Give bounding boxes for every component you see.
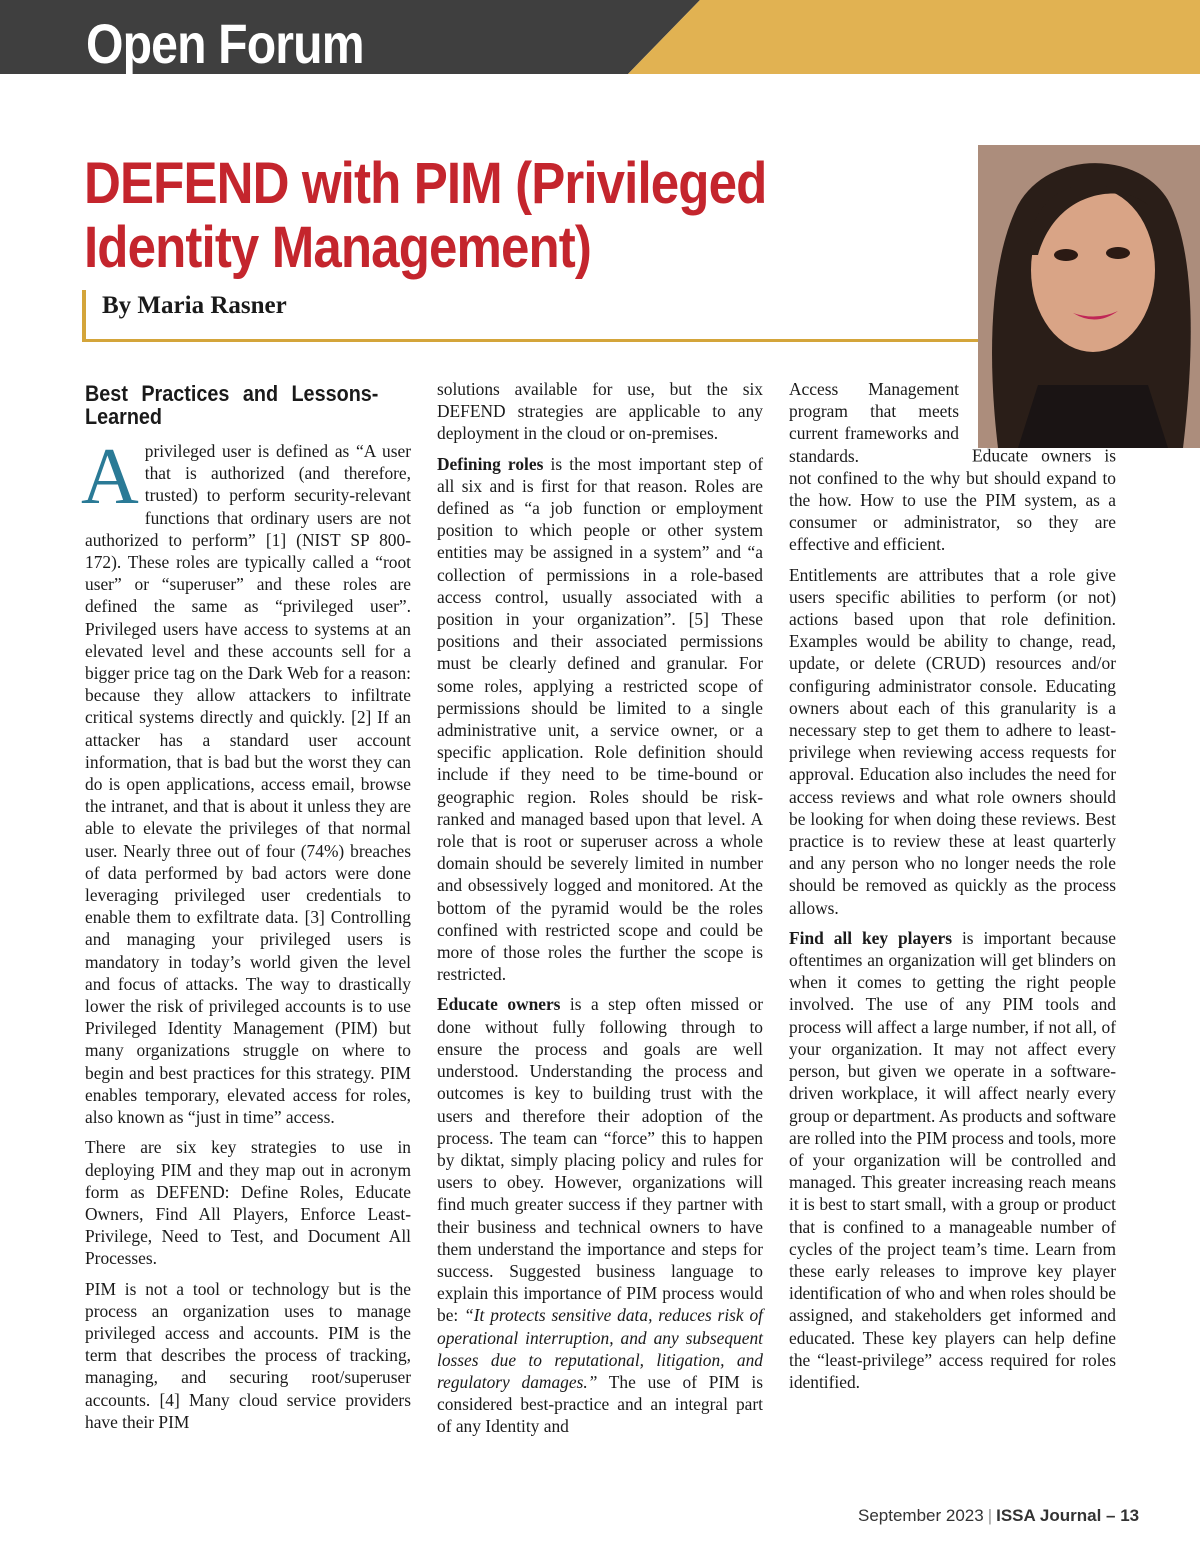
lead-in: Defining roles (437, 453, 544, 474)
paragraph (437, 993, 763, 1437)
column-1 (81, 376, 411, 1441)
paragraph-text: is a step often missed or done without fully following through to ensure the process and goals are well understood. Understanding the process and outcomes is key to building trust with the users and therefore their adoption of the process. The team can “force” this to happen by diktat, simply placing policy and rules for users to obey. However, organizations will find much greater success if they partner with their business and technical owners to have them understand the importance and steps for success. Suggested business language to explain this importance of PIM process would be: (437, 994, 763, 1326)
byline: By Maria Rasner (102, 292, 287, 319)
paragraph-text: is the most important step of all six and is first for that reason. Roles are defined as “a job function or employment position to which people or other system entities may be assigned in a system” and “a collection of permissions in a role-based access control, usually associated with a position in your organization”. [5] These positions and their associated permissions must be clearly defined and granular. For some roles, applying a restricted scope of permissions should be limited to a single administrative unit, a service owner, or a specific application. Role definition should include if they need to be time-bound or geographic region. Roles should be risk-ranked and managed based upon that level. A role that is root or superuser across a whole domain should be severely limited in number and obsessively logged and monitored. At the bottom of the pyramid would be the roles confined with restricted scope and could be more of those roles the further the scope is restricted. (437, 453, 763, 985)
paragraph-text: privileged user is defined as “A user that is authorized (and therefore, trusted) to perform security-relevant functions that ordinary users are not authorized to perform” [1] (NIST SP 800-172). These roles are typically called a “root user” or “superuser” and these roles are defined the same as “privileged user”. Privileged users have access to systems at an elevated level and these accounts sell for a bigger price tag on the Dark Web for a reason: because they allow attackers to infiltrate critical systems directly and quickly. [2] If an attacker has a standard user account information, that is bad but the worst they can do is open applications, access email, browse the intranet, and that is about it unless they are able to elevate the privileges of that normal user. Nearly three out of four (74%) breaches of data performed by bad actors were done leveraging privileged user credentials to enable them to exfiltrate data. [3] Controlling and managing your privileged users is mandatory in today’s world given the level and focus of attacks. The way to drastically lower the risk of privileged accounts is to use Privileged Identity Management (PIM) but many organizations struggle on where to begin and best practices for this strategy. PIM enables temporary, elevated access for roles, also known as “just in time” access. (85, 441, 411, 1128)
lead-in: Educate owners (437, 994, 561, 1015)
paragraph: There are six key strategies to use in deploying PIM and they map out in acronym form as DEFEND: Define Roles, Educate Owners, Find All Players, Enforce Least-Privilege, Need to Test, and Document All Processes. (85, 1137, 411, 1269)
paragraph: Entitlements are attributes that a role give users specific abilities to perform (or not) actions based upon that role definition. Examples would be ability to change, read, update, or delete (CRUD) resources and/or configuring administrator console. Educating owners about each of this granularity is a necessary step to get them to adhere to least-privilege when reviewing access requests for approval. Education also includes the need for access reviews and what role owners should be looking for when doing these reviews. Best practice is to review these at least quarterly and any person who no longer needs the role should be removed as quickly as the process allows. (789, 564, 1116, 918)
paragraph (789, 378, 1116, 556)
header-band (0, 0, 1200, 74)
article-title: DEFEND with PIM (Privileged Identity Management) (84, 151, 767, 280)
byline-rule (82, 339, 978, 342)
paragraph-text: Educate owners is not confined to the why but should expand to the how. How to use the PIM system, as a consumer or administrator, so they are effective and efficient. (789, 445, 1116, 555)
paragraph: PIM is not a tool or technology but is the process an organization uses to manage privileged access and accounts. PIM is the term that describes the process of tracking, managing, and securing root/superuser accounts. [4] Many cloud service providers have their PIM (85, 1278, 411, 1432)
section-subhead: Best Practices and Lessons-Learned (85, 381, 379, 429)
drop-cap: A (81, 433, 139, 521)
lead-in: Find all key players (789, 927, 953, 948)
paragraph-text: Access Management program that meets current frameworks and standards. (789, 379, 959, 466)
pull-quote: “It protects sensitive data, reduces risk of operational interruption, and any subsequent losses due to reputational, litigation, and regulatory damages.” (437, 1305, 763, 1392)
issue-date: September 2023 (858, 1506, 984, 1525)
paragraph-text: The use of PIM is considered best-practice and an integral part of any Identity and (437, 1371, 764, 1437)
column-3 (789, 378, 1116, 1401)
paragraph: solutions available for use, but the six DEFEND strategies are applicable to any deployment in the cloud or on-premises. (437, 379, 763, 444)
footer-separator: | (987, 1506, 993, 1525)
section-label: Open Forum (86, 12, 364, 75)
paragraph-text: is important because oftentimes an organization will get blinders on when it comes to getting the right people involved. The use of any PIM tools and process will affect a large number, if not all, of your organization. It may not affect every person, but given we operate in a software-driven workplace, it will affect nearly every group or department. As products and software are rolled into the PIM process and tools, more of your organization will be controlled and managed. This greater increasing reach means it is best to start small, with a group or product that is confined to a manageable number of cycles of the project team’s time. Learn from these early releases to improve key player identification of who and when roles should be assigned, and stakeholders get informed and educated. These key players can help define the “least-privilege” access required for roles identified. (789, 927, 1116, 1392)
byline-accent-bar (82, 290, 86, 342)
paragraph (81, 433, 411, 1128)
page-footer (858, 1505, 1139, 1527)
paragraph (789, 927, 1116, 1393)
column-2 (437, 378, 763, 1446)
publication-page: ISSA Journal – 13 (996, 1506, 1140, 1525)
paragraph (437, 453, 763, 986)
